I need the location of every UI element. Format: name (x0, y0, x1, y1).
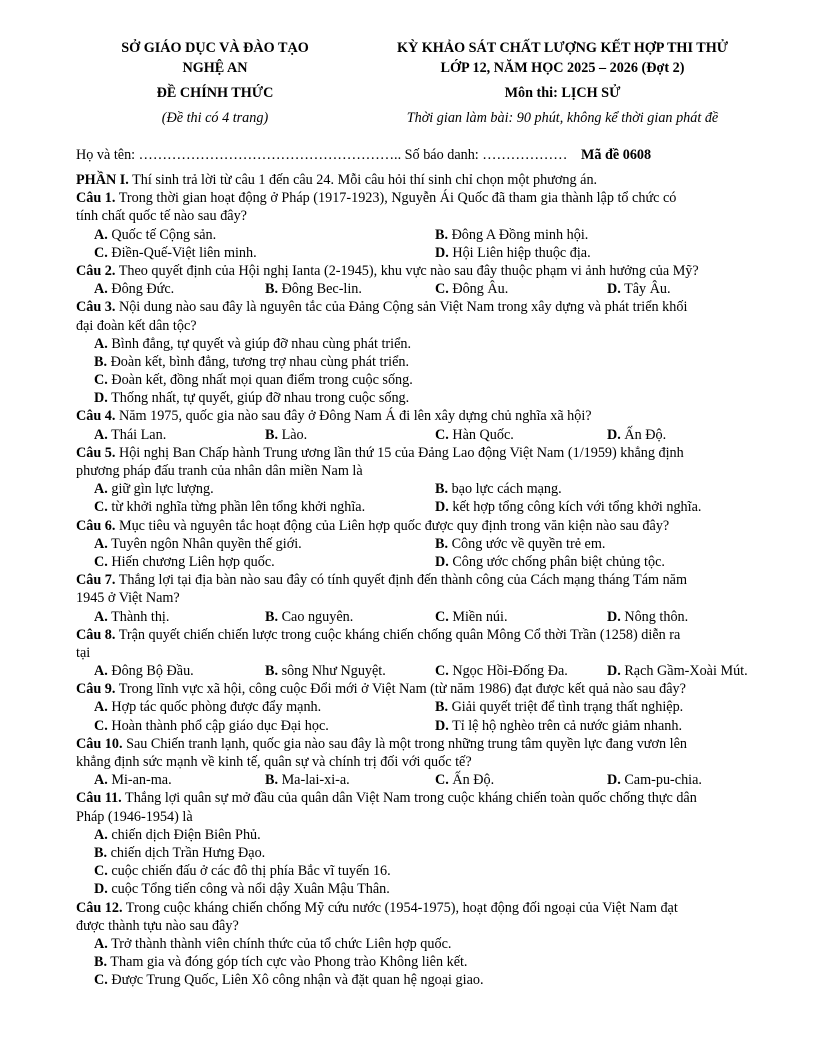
question-number: Câu 6. (76, 517, 116, 534)
option-text: Rạch Gầm-Xoài Mút. (620, 663, 748, 680)
option-text: Đông Âu. (448, 281, 509, 298)
option-letter: B. (435, 481, 449, 498)
answer-option (94, 717, 329, 735)
option-letter: C. (435, 663, 449, 680)
option-letter: C. (435, 281, 449, 298)
province-name: NGHỆ AN (182, 60, 248, 76)
question-text: Pháp (1946-1954) là (76, 808, 193, 825)
department-name: SỞ GIÁO DỤC VÀ ĐÀO TẠO (121, 40, 309, 56)
answer-option (435, 226, 588, 244)
option-text: chiến dịch Trần Hưng Đạo. (107, 844, 266, 861)
option-row (76, 280, 766, 298)
option-row (76, 226, 766, 244)
option-text: Điền-Quế-Việt liên minh. (107, 244, 257, 261)
option-text: Tuyên ngôn Nhân quyền thế giới. (107, 535, 302, 552)
option-text: Trở thành thành viên chính thức của tổ chức Liên hợp quốc. (107, 935, 452, 952)
question-1 (76, 189, 766, 262)
answer-option (94, 662, 194, 680)
option-letter: B. (265, 608, 279, 625)
option-row (76, 608, 766, 626)
question-text: Nội dung nào sau đây là nguyên tắc của Đảng Cộng sản Việt Nam trong xây dựng và phát triển khối (115, 299, 688, 316)
option-letter: D. (607, 608, 621, 625)
question-11 (76, 789, 766, 898)
option-row (76, 971, 766, 989)
option-row (76, 826, 766, 844)
option-letter: C. (435, 426, 449, 443)
option-text: Đông Đức. (107, 281, 175, 298)
question-4 (76, 407, 766, 443)
answer-option (435, 771, 494, 789)
answer-option (435, 662, 568, 680)
option-row (76, 771, 766, 789)
option-letter: B. (265, 281, 279, 298)
answer-option (94, 480, 214, 498)
option-text: Thống nhất, tự quyết, giúp đỡ nhau trong cuộc sống. (107, 390, 410, 407)
answer-option (94, 880, 390, 898)
answer-option (435, 426, 514, 444)
question-number: Câu 3. (76, 299, 116, 316)
option-letter: A. (94, 935, 108, 952)
option-letter: D. (435, 553, 449, 570)
question-5 (76, 444, 766, 517)
option-text: Hội Liên hiệp thuộc địa. (448, 244, 591, 261)
question-number: Câu 2. (76, 262, 116, 279)
option-text: bạo lực cách mạng. (448, 481, 562, 498)
answer-option (435, 698, 683, 716)
option-text: Quốc tế Cộng sản. (107, 226, 217, 243)
question-text: khẳng định sức mạnh về kinh tế, quân sự và chính trị đối với quốc tế? (76, 754, 472, 770)
question-number: Câu 5. (76, 444, 116, 461)
option-letter: A. (94, 699, 108, 716)
option-row (76, 862, 766, 880)
option-letter: A. (94, 608, 108, 625)
answer-option (435, 535, 605, 553)
option-letter: A. (94, 535, 108, 552)
option-text: Tỉ lệ hộ nghèo trên cả nước giảm nhanh. (448, 717, 682, 734)
option-letter: C. (94, 717, 108, 734)
question-number: Câu 7. (76, 572, 116, 589)
option-row (76, 426, 766, 444)
option-letter: C. (94, 553, 108, 570)
option-text: Ấn Độ. (620, 426, 667, 443)
answer-option (607, 608, 688, 626)
answer-option (435, 480, 562, 498)
option-letter: A. (94, 826, 108, 843)
option-row (76, 353, 766, 371)
answer-option (435, 498, 701, 516)
option-text: Đoàn kết, đồng nhất mọi quan điểm trong cuộc sống. (107, 372, 413, 389)
option-row (76, 662, 766, 680)
answer-option (94, 862, 391, 880)
answer-option (94, 826, 261, 844)
answer-option (94, 771, 172, 789)
option-text: Ấn Độ. (448, 772, 495, 789)
question-text: tại (76, 644, 91, 661)
question-number: Câu 1. (76, 190, 116, 207)
option-letter: D. (607, 663, 621, 680)
answer-option (94, 698, 321, 716)
page-count-note: (Đề thi có 4 trang) (161, 110, 269, 126)
answer-option (94, 953, 467, 971)
question-number: Câu 10. (76, 735, 123, 752)
question-list (76, 189, 766, 989)
question-12 (76, 899, 766, 990)
option-row (76, 244, 766, 262)
question-stem-line (76, 753, 766, 771)
option-text: Công ước chống phân biệt chủng tộc. (448, 553, 665, 570)
option-text: Nông thôn. (620, 608, 689, 625)
option-text: Giải quyết triệt để tình trạng thất nghiệp. (448, 699, 684, 716)
answer-option (94, 553, 275, 571)
question-text: Trong thời gian hoạt động ở Pháp (1917-1923), Nguyễn Ái Quốc đã tham gia thành lập tổ chức có (115, 190, 677, 207)
option-letter: A. (94, 772, 108, 789)
option-letter: B. (435, 699, 449, 716)
question-stem-line (76, 207, 766, 225)
option-text: Mi-an-ma. (107, 772, 172, 789)
question-text: Thắng lợi quân sự mở đầu của quân dân Việt Nam trong cuộc kháng chiến toàn quốc chống thực dân (121, 790, 697, 807)
answer-option (435, 553, 665, 571)
question-stem-line (76, 680, 766, 698)
part-text: Thí sinh trả lời từ câu 1 đến câu 24. Mỗi câu hỏi thí sinh chỉ chọn một phương án. (128, 172, 598, 188)
option-letter: D. (607, 772, 621, 789)
question-text: Năm 1975, quốc gia nào sau đây ở Đông Nam Á đi lên xây dựng chủ nghĩa xã hội? (115, 408, 592, 425)
option-letter: C. (435, 772, 449, 789)
option-text: Hợp tác quốc phòng được đẩy mạnh. (107, 699, 322, 716)
answer-option (94, 426, 166, 444)
exam-content (76, 171, 766, 989)
option-row (76, 371, 766, 389)
option-letter: D. (94, 390, 108, 407)
question-stem-line (76, 571, 766, 589)
question-text: Trong lĩnh vực xã hội, công cuộc Đổi mới ở Việt Nam (từ năm 1986) đạt được kết quả nào sau đây? (115, 681, 686, 698)
question-number: Câu 9. (76, 681, 116, 698)
option-text: cuộc chiến đấu ở các đô thị phía Bắc vĩ tuyến 16. (107, 863, 391, 880)
answer-option (265, 608, 353, 626)
option-row (76, 880, 766, 898)
exam-title: KỲ KHẢO SÁT CHẤT LƯỢNG KẾT HỢP THI THỬ (396, 40, 729, 56)
answer-option (94, 371, 413, 389)
option-text: Lào. (278, 426, 308, 443)
option-letter: A. (94, 335, 108, 352)
answer-option (265, 280, 362, 298)
option-text: Hoàn thành phổ cập giáo dục Đại học. (107, 717, 329, 734)
option-text: Ma-lai-xi-a. (278, 772, 350, 789)
question-number: Câu 8. (76, 626, 116, 643)
question-stem-line (76, 735, 766, 753)
question-10 (76, 735, 766, 790)
exam-header (70, 38, 770, 138)
question-stem-line (76, 298, 766, 316)
option-text: Tham gia và đóng góp tích cực vào Phong trào Không liên kết. (107, 954, 468, 971)
answer-option (94, 226, 216, 244)
answer-option (94, 844, 265, 862)
answer-option (435, 244, 591, 262)
option-letter: D. (607, 281, 621, 298)
answer-option (435, 280, 508, 298)
option-text: kết hợp tổng công kích với tổng khởi nghĩa. (448, 499, 702, 516)
option-letter: C. (435, 608, 449, 625)
question-stem-line (76, 626, 766, 644)
option-row (76, 844, 766, 862)
answer-option (265, 771, 350, 789)
question-text: Trong cuộc kháng chiến chống Mỹ cứu nước (1954-1975), hoạt động đối ngoại của Việt Nam đạt (122, 899, 678, 916)
option-letter: B. (94, 954, 108, 971)
option-row (76, 498, 766, 516)
option-row (76, 389, 766, 407)
option-text: Tây Âu. (620, 281, 671, 298)
option-text: Cam-pu-chia. (620, 772, 702, 789)
option-text: Đông A Đồng minh hội. (448, 226, 589, 243)
option-row (76, 553, 766, 571)
question-3 (76, 298, 766, 407)
option-text: Được Trung Quốc, Liên Xô công nhận và đặt quan hệ ngoại giao. (107, 972, 484, 989)
option-text: Đông Bec-lin. (278, 281, 362, 298)
question-8 (76, 626, 766, 681)
option-text: từ khởi nghĩa từng phần lên tổng khởi nghĩa. (107, 499, 366, 516)
question-stem-line (76, 789, 766, 807)
option-letter: B. (94, 353, 108, 370)
option-letter: B. (435, 226, 449, 243)
question-number: Câu 11. (76, 790, 122, 807)
answer-option (94, 389, 409, 407)
candidate-info-line (76, 145, 756, 165)
question-number: Câu 12. (76, 899, 123, 916)
question-text: Sau Chiến tranh lạnh, quốc gia nào sau đây là một trong những trung tâm quyền lực đang vươn lên (122, 735, 687, 752)
option-letter: A. (94, 226, 108, 243)
option-text: cuộc Tổng tiến công và nổi dậy Xuân Mậu Thân. (107, 881, 390, 898)
option-letter: C. (94, 972, 108, 989)
option-row (76, 480, 766, 498)
option-letter: A. (94, 663, 108, 680)
question-9 (76, 680, 766, 735)
option-letter: D. (435, 244, 449, 261)
option-letter: B. (265, 772, 279, 789)
question-text: Theo quyết định của Hội nghị Ianta (2-1945), khu vực nào sau đây thuộc phạm vi ảnh hưởng của Mỹ? (115, 262, 699, 279)
question-text: Thắng lợi tại địa bàn nào sau đây có tính quyết định đến thành công của Cách mạng tháng Tám năm (115, 572, 687, 589)
option-letter: D. (607, 426, 621, 443)
answer-option (265, 426, 307, 444)
question-2 (76, 262, 766, 298)
option-letter: D. (435, 717, 449, 734)
header-exam-info (355, 38, 770, 128)
option-text: Công ước về quyền trẻ em. (448, 535, 606, 552)
answer-option (435, 608, 508, 626)
answer-option (94, 535, 302, 553)
option-text: Hiến chương Liên hợp quốc. (107, 553, 275, 570)
answer-option (607, 426, 666, 444)
question-stem-line (76, 917, 766, 935)
answer-option (94, 971, 484, 989)
option-text: giữ gìn lực lượng. (107, 481, 214, 498)
exam-subject: Môn thi: LỊCH SỬ (504, 85, 621, 101)
answer-option (94, 335, 411, 353)
question-stem-line (76, 899, 766, 917)
answer-option (607, 771, 702, 789)
option-letter: C. (94, 372, 108, 389)
question-text: Trận quyết chiến chiến lược trong cuộc kháng chiến chống quân Mông Cổ thời Trần (1258) diễn ra (115, 626, 681, 643)
option-text: Đoàn kết, bình đẳng, tương trợ nhau cùng phát triển. (107, 353, 410, 370)
option-text: Cao nguyên. (278, 608, 354, 625)
official-label: ĐỀ CHÍNH THỨC (156, 85, 274, 101)
question-stem-line (76, 262, 766, 280)
question-stem-line (76, 644, 766, 662)
option-row (76, 935, 766, 953)
answer-option (94, 608, 169, 626)
option-text: sông Như Nguyệt. (278, 663, 386, 680)
question-stem-line (76, 189, 766, 207)
question-stem-line (76, 808, 766, 826)
option-text: Bình đẳng, tự quyết và giúp đỡ nhau cùng phát triển. (107, 335, 412, 352)
question-text: 1945 ở Việt Nam? (76, 590, 180, 607)
exam-grade-year: LỚP 12, NĂM HỌC 2025 – 2026 (Đợt 2) (440, 60, 685, 76)
question-stem-line (76, 407, 766, 425)
question-text: Hội nghị Ban Chấp hành Trung ương lần thứ 15 của Đảng Lao động Việt Nam (1/1959) khẳng định (115, 444, 684, 461)
option-text: chiến dịch Điện Biên Phủ. (107, 826, 261, 843)
question-text: phương pháp đấu tranh của nhân dân miền Nam là (76, 463, 363, 479)
option-letter: C. (94, 499, 108, 516)
question-6 (76, 517, 766, 572)
exam-duration: Thời gian làm bài: 90 phút, không kể thời gian phát đề (406, 110, 719, 126)
answer-option (435, 717, 682, 735)
answer-option (94, 244, 257, 262)
question-stem-line (76, 589, 766, 607)
option-letter: A. (94, 481, 108, 498)
answer-option (94, 280, 174, 298)
question-stem-line (76, 517, 766, 535)
header-issuer (80, 38, 350, 128)
answer-option (607, 662, 748, 680)
answer-option (94, 498, 365, 516)
option-text: Hàn Quốc. (448, 426, 514, 443)
option-row (76, 335, 766, 353)
question-text: tính chất quốc tế nào sau đây? (76, 208, 247, 225)
option-row (76, 535, 766, 553)
answer-option (265, 662, 386, 680)
option-text: Thái Lan. (107, 426, 167, 443)
part-instruction (76, 171, 766, 189)
part-label: PHẦN I. (76, 172, 129, 188)
option-text: Ngọc Hồi-Đống Đa. (448, 663, 568, 680)
option-letter: B. (435, 535, 449, 552)
option-letter: A. (94, 281, 108, 298)
question-text: được thành tựu nào sau đây? (76, 917, 239, 934)
option-row (76, 953, 766, 971)
question-7 (76, 571, 766, 626)
question-text: Mục tiêu và nguyên tắc hoạt động của Liên hợp quốc được quy định trong văn kiện nào sau đây? (115, 517, 670, 534)
candidate-name-field: Họ và tên: ……………………………………………….. Số báo danh: ……………… (76, 147, 568, 163)
option-letter: B. (265, 426, 279, 443)
question-stem-line (76, 317, 766, 335)
option-text: Thành thị. (107, 608, 170, 625)
exam-code: Mã đề 0608 (580, 147, 652, 163)
question-number: Câu 4. (76, 408, 116, 425)
option-letter: C. (94, 863, 108, 880)
option-letter: C. (94, 244, 108, 261)
option-letter: D. (435, 499, 449, 516)
option-row (76, 698, 766, 716)
answer-option (607, 280, 671, 298)
answer-option (94, 353, 409, 371)
question-stem-line (76, 444, 766, 462)
option-text: Miền núi. (448, 608, 508, 625)
option-text: Đông Bộ Đầu. (107, 663, 194, 680)
option-row (76, 717, 766, 735)
option-letter: B. (94, 844, 108, 861)
option-letter: B. (265, 663, 279, 680)
option-letter: A. (94, 426, 108, 443)
option-letter: D. (94, 881, 108, 898)
answer-option (94, 935, 451, 953)
question-text: đại đoàn kết dân tộc? (76, 317, 197, 334)
question-stem-line (76, 462, 766, 480)
